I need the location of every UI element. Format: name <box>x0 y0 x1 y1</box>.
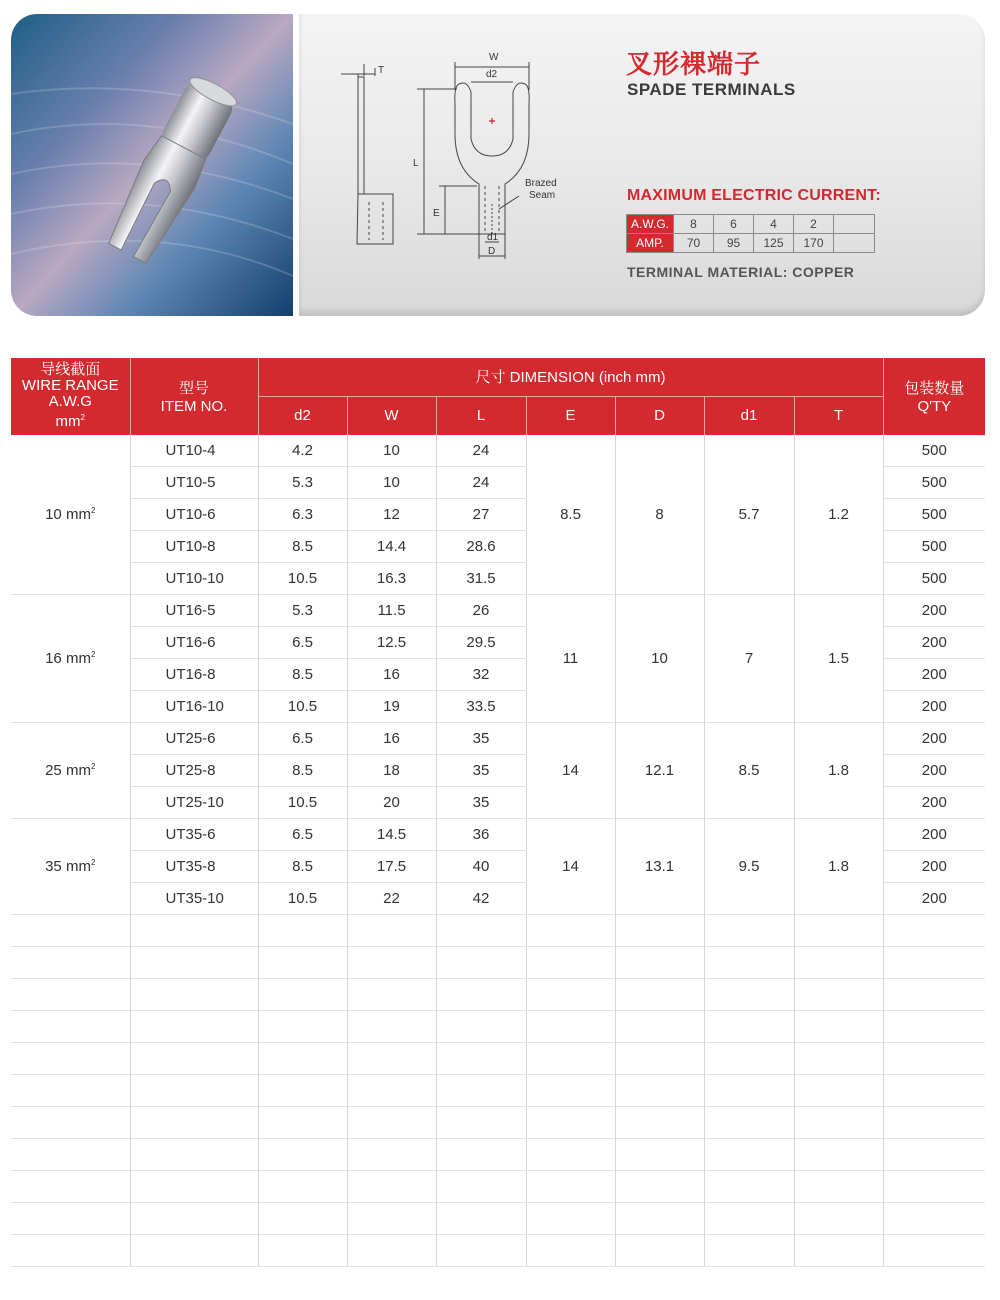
label-E: E <box>433 208 440 219</box>
empty-cell <box>130 1138 258 1170</box>
empty-cell <box>258 946 347 978</box>
l-cell: 32 <box>436 658 526 690</box>
empty-cell <box>347 978 436 1010</box>
empty-cell <box>130 1106 258 1138</box>
empty-row <box>11 1170 985 1202</box>
d2-cell: 5.3 <box>258 594 347 626</box>
table-row <box>11 594 985 626</box>
d-cell: 10 <box>615 594 704 722</box>
empty-cell <box>11 914 130 946</box>
spec-table <box>11 358 985 1267</box>
label-L: L <box>413 158 419 169</box>
table-row <box>11 435 985 467</box>
empty-cell <box>347 914 436 946</box>
empty-cell <box>347 1202 436 1234</box>
empty-cell <box>526 1074 615 1106</box>
empty-cell <box>794 1202 883 1234</box>
w-cell: 14.4 <box>347 530 436 562</box>
empty-cell <box>615 1074 704 1106</box>
l-cell: 26 <box>436 594 526 626</box>
empty-cell <box>347 946 436 978</box>
empty-cell <box>130 1074 258 1106</box>
item-no-cell: UT25-10 <box>130 786 258 818</box>
l-cell: 24 <box>436 466 526 498</box>
empty-cell <box>615 1010 704 1042</box>
qty-cell: 500 <box>883 498 985 530</box>
d1-cell: 8.5 <box>704 722 794 818</box>
empty-cell <box>436 1170 526 1202</box>
label-W: W <box>489 52 499 63</box>
d2-cell: 8.5 <box>258 658 347 690</box>
item-no-cell: UT35-10 <box>130 882 258 914</box>
col-E: E <box>526 396 615 435</box>
l-cell: 35 <box>436 786 526 818</box>
d2-cell: 8.5 <box>258 530 347 562</box>
empty-cell <box>436 1010 526 1042</box>
empty-cell <box>704 1170 794 1202</box>
empty-cell <box>11 1234 130 1266</box>
d-cell: 13.1 <box>615 818 704 914</box>
empty-row <box>11 1074 985 1106</box>
item-no-cell: UT10-10 <box>130 562 258 594</box>
qty-cell: 500 <box>883 435 985 467</box>
awg-value: 2 <box>794 215 834 234</box>
empty-cell <box>11 1138 130 1170</box>
empty-cell <box>526 1202 615 1234</box>
empty-cell <box>11 1202 130 1234</box>
empty-cell <box>436 1106 526 1138</box>
t-cell: 1.8 <box>794 722 883 818</box>
empty-cell <box>436 914 526 946</box>
header-wire-range <box>11 358 130 435</box>
item-no-cell: UT16-6 <box>130 626 258 658</box>
wire-range-awg: A.W.G <box>48 393 92 411</box>
empty-cell <box>130 1234 258 1266</box>
empty-cell <box>130 914 258 946</box>
item-no-cell: UT35-8 <box>130 850 258 882</box>
product-info-banner <box>299 14 985 316</box>
w-cell: 12 <box>347 498 436 530</box>
w-cell: 16 <box>347 722 436 754</box>
empty-cell <box>883 1010 985 1042</box>
terminal-material: TERMINAL MATERIAL: COPPER <box>627 264 855 280</box>
item-no-cell: UT16-5 <box>130 594 258 626</box>
qty-en: Q'TY <box>917 398 952 416</box>
table-row <box>11 722 985 754</box>
qty-cell: 200 <box>883 690 985 722</box>
wire-range-cell <box>11 435 130 595</box>
empty-cell <box>258 1010 347 1042</box>
wire-range-mm: $mm^2$ <box>55 413 85 431</box>
empty-cell <box>258 1074 347 1106</box>
superscript-2: 2 <box>90 857 96 867</box>
empty-cell <box>347 1010 436 1042</box>
empty-row <box>11 1042 985 1074</box>
item-no-cell: UT10-5 <box>130 466 258 498</box>
awg-row <box>627 215 875 234</box>
empty-cell <box>834 234 875 253</box>
empty-cell <box>436 946 526 978</box>
empty-cell <box>436 1042 526 1074</box>
w-cell: 10 <box>347 466 436 498</box>
empty-cell <box>258 978 347 1010</box>
spec-table-body <box>11 435 985 1267</box>
d2-cell: 10.5 <box>258 882 347 914</box>
qty-cell: 200 <box>883 722 985 754</box>
empty-row <box>11 1138 985 1170</box>
empty-cell <box>258 1170 347 1202</box>
label-T: T <box>378 65 385 76</box>
col-d1: d1 <box>704 396 794 435</box>
item-en: ITEM NO. <box>160 398 228 416</box>
awg-label: A.W.G. <box>627 215 674 234</box>
wire-range-value: 10 mm <box>45 505 91 523</box>
empty-cell <box>11 1010 130 1042</box>
header-dimension: 尺寸 DIMENSION (inch mm) <box>258 358 883 396</box>
empty-row <box>11 946 985 978</box>
empty-cell <box>883 1074 985 1106</box>
t-cell: 1.2 <box>794 435 883 595</box>
qty-cell: 200 <box>883 658 985 690</box>
amp-value: 170 <box>794 234 834 253</box>
empty-cell <box>258 1106 347 1138</box>
w-cell: 16.3 <box>347 562 436 594</box>
empty-cell <box>794 1074 883 1106</box>
superscript-2: 2 <box>90 649 96 659</box>
empty-cell <box>704 1202 794 1234</box>
qty-cell: 200 <box>883 882 985 914</box>
awg-value: 8 <box>674 215 714 234</box>
d1-cell: 9.5 <box>704 818 794 914</box>
empty-cell <box>615 1138 704 1170</box>
empty-cell <box>347 1234 436 1266</box>
title-chinese: 叉形裸端子 <box>626 50 762 80</box>
l-cell: 42 <box>436 882 526 914</box>
empty-cell <box>794 1042 883 1074</box>
empty-cell <box>704 1042 794 1074</box>
empty-cell <box>436 1074 526 1106</box>
label-d2: d2 <box>486 69 498 80</box>
empty-cell <box>347 1106 436 1138</box>
current-table <box>626 214 875 253</box>
l-cell: 35 <box>436 754 526 786</box>
empty-cell <box>130 946 258 978</box>
table-row <box>11 818 985 850</box>
empty-cell <box>794 1234 883 1266</box>
e-cell: 14 <box>526 818 615 914</box>
empty-row <box>11 1010 985 1042</box>
empty-row <box>11 1234 985 1266</box>
col-D: D <box>615 396 704 435</box>
qty-cn: 包装数量 <box>904 380 965 398</box>
empty-cell <box>436 978 526 1010</box>
empty-cell <box>347 1042 436 1074</box>
empty-cell <box>794 1170 883 1202</box>
empty-cell <box>704 946 794 978</box>
e-cell: 8.5 <box>526 435 615 595</box>
empty-cell <box>883 1170 985 1202</box>
awg-value: 4 <box>754 215 794 234</box>
d2-cell: 6.5 <box>258 722 347 754</box>
empty-cell <box>615 1106 704 1138</box>
amp-label: AMP. <box>627 234 674 253</box>
empty-cell <box>883 1042 985 1074</box>
empty-cell <box>704 978 794 1010</box>
empty-cell <box>704 1138 794 1170</box>
empty-cell <box>794 914 883 946</box>
item-no-cell: UT10-8 <box>130 530 258 562</box>
w-cell: 10 <box>347 435 436 467</box>
empty-cell <box>883 978 985 1010</box>
empty-cell <box>794 1138 883 1170</box>
empty-cell <box>615 1234 704 1266</box>
d2-cell: 10.5 <box>258 786 347 818</box>
w-cell: 20 <box>347 786 436 818</box>
empty-cell <box>615 1042 704 1074</box>
awg-value: 6 <box>714 215 754 234</box>
empty-cell <box>347 1074 436 1106</box>
w-cell: 22 <box>347 882 436 914</box>
w-cell: 19 <box>347 690 436 722</box>
empty-cell <box>347 1138 436 1170</box>
empty-cell <box>130 1042 258 1074</box>
w-cell: 14.5 <box>347 818 436 850</box>
l-cell: 40 <box>436 850 526 882</box>
empty-cell <box>11 1106 130 1138</box>
product-photo <box>11 14 293 316</box>
empty-cell <box>704 1106 794 1138</box>
l-cell: 36 <box>436 818 526 850</box>
empty-cell <box>526 1010 615 1042</box>
t-cell: 1.8 <box>794 818 883 914</box>
item-no-cell: UT25-6 <box>130 722 258 754</box>
e-cell: 14 <box>526 722 615 818</box>
col-W: W <box>347 396 436 435</box>
qty-cell: 500 <box>883 466 985 498</box>
empty-row <box>11 914 985 946</box>
d2-cell: 8.5 <box>258 850 347 882</box>
empty-cell <box>130 1170 258 1202</box>
empty-cell <box>794 946 883 978</box>
header-item-no <box>130 358 258 435</box>
empty-cell <box>347 1170 436 1202</box>
amp-value: 125 <box>754 234 794 253</box>
dimension-diagram <box>329 44 589 274</box>
empty-cell <box>615 946 704 978</box>
empty-cell <box>794 1106 883 1138</box>
d1-cell: 5.7 <box>704 435 794 595</box>
l-cell: 35 <box>436 722 526 754</box>
l-cell: 31.5 <box>436 562 526 594</box>
spade-terminal-photo <box>11 14 293 316</box>
superscript-2: 2 <box>90 505 96 515</box>
wire-range-cell <box>11 594 130 722</box>
empty-cell <box>704 914 794 946</box>
item-no-cell: UT16-10 <box>130 690 258 722</box>
empty-row <box>11 1202 985 1234</box>
empty-cell <box>11 1170 130 1202</box>
d-cell: 8 <box>615 435 704 595</box>
empty-cell <box>526 1170 615 1202</box>
l-cell: 24 <box>436 435 526 467</box>
empty-cell <box>526 946 615 978</box>
col-d2: d2 <box>258 396 347 435</box>
wire-range-en: WIRE RANGE <box>21 377 119 395</box>
item-no-cell: UT25-8 <box>130 754 258 786</box>
empty-cell <box>526 1042 615 1074</box>
empty-cell <box>883 1106 985 1138</box>
empty-cell <box>258 1234 347 1266</box>
empty-cell <box>704 1074 794 1106</box>
empty-cell <box>258 1138 347 1170</box>
empty-cell <box>883 946 985 978</box>
superscript-2: 2 <box>90 761 96 771</box>
item-no-cell: UT10-4 <box>130 435 258 467</box>
w-cell: 18 <box>347 754 436 786</box>
item-no-cell: UT16-8 <box>130 658 258 690</box>
qty-cell: 200 <box>883 818 985 850</box>
amp-value: 70 <box>674 234 714 253</box>
d2-cell: 5.3 <box>258 466 347 498</box>
empty-cell <box>436 1138 526 1170</box>
qty-cell: 200 <box>883 594 985 626</box>
empty-cell <box>794 1010 883 1042</box>
empty-row <box>11 1106 985 1138</box>
label-seam: Seam <box>529 190 556 201</box>
empty-cell <box>11 1074 130 1106</box>
qty-cell: 500 <box>883 530 985 562</box>
title-english: SPADE TERMINALS <box>627 80 796 99</box>
item-no-cell: UT35-6 <box>130 818 258 850</box>
d1-cell: 7 <box>704 594 794 722</box>
l-cell: 28.6 <box>436 530 526 562</box>
d-cell: 12.1 <box>615 722 704 818</box>
empty-cell <box>436 1234 526 1266</box>
empty-cell <box>526 1138 615 1170</box>
empty-cell <box>526 1106 615 1138</box>
l-cell: 27 <box>436 498 526 530</box>
empty-cell <box>794 978 883 1010</box>
current-title: MAXIMUM ELECTRIC CURRENT: <box>627 187 881 204</box>
qty-cell: 200 <box>883 754 985 786</box>
empty-cell <box>130 1202 258 1234</box>
empty-cell <box>11 1042 130 1074</box>
wire-range-cn: 导线截面 <box>40 361 101 379</box>
item-cn: 型号 <box>178 380 209 398</box>
label-D: D <box>488 246 496 257</box>
amp-row <box>627 234 875 253</box>
empty-cell <box>526 978 615 1010</box>
empty-cell <box>883 1234 985 1266</box>
empty-cell <box>11 978 130 1010</box>
d2-cell: 10.5 <box>258 562 347 594</box>
empty-cell <box>883 1202 985 1234</box>
item-no-cell: UT10-6 <box>130 498 258 530</box>
d2-cell: 8.5 <box>258 754 347 786</box>
wire-range-cell <box>11 818 130 914</box>
t-cell: 1.5 <box>794 594 883 722</box>
l-cell: 33.5 <box>436 690 526 722</box>
empty-cell <box>704 1234 794 1266</box>
qty-cell: 200 <box>883 626 985 658</box>
d2-cell: 6.3 <box>258 498 347 530</box>
d2-cell: 6.5 <box>258 818 347 850</box>
wire-range-value: 35 mm <box>45 857 91 875</box>
empty-cell <box>615 1202 704 1234</box>
qty-cell: 200 <box>883 786 985 818</box>
amp-value: 95 <box>714 234 754 253</box>
col-L: L <box>436 396 526 435</box>
label-brazed: Brazed <box>525 178 557 189</box>
w-cell: 11.5 <box>347 594 436 626</box>
empty-cell <box>615 978 704 1010</box>
qty-cell: 200 <box>883 850 985 882</box>
empty-row <box>11 978 985 1010</box>
label-d1: d1 <box>487 232 499 243</box>
w-cell: 16 <box>347 658 436 690</box>
wire-range-cell <box>11 722 130 818</box>
empty-cell <box>436 1202 526 1234</box>
empty-cell <box>615 1170 704 1202</box>
empty-cell <box>11 946 130 978</box>
wire-range-value: 25 mm <box>45 761 91 779</box>
empty-cell <box>130 1010 258 1042</box>
empty-cell <box>883 914 985 946</box>
empty-cell <box>258 1202 347 1234</box>
empty-cell <box>526 914 615 946</box>
empty-cell <box>258 1042 347 1074</box>
col-T: T <box>794 396 883 435</box>
d2-cell: 10.5 <box>258 690 347 722</box>
empty-cell <box>130 978 258 1010</box>
qty-cell: 500 <box>883 562 985 594</box>
empty-cell <box>258 914 347 946</box>
empty-cell <box>704 1010 794 1042</box>
w-cell: 17.5 <box>347 850 436 882</box>
l-cell: 29.5 <box>436 626 526 658</box>
wire-range-value: 16 mm <box>45 649 91 667</box>
d2-cell: 6.5 <box>258 626 347 658</box>
e-cell: 11 <box>526 594 615 722</box>
empty-cell <box>615 914 704 946</box>
header-qty <box>883 358 985 435</box>
empty-cell <box>834 215 875 234</box>
empty-cell <box>883 1138 985 1170</box>
w-cell: 12.5 <box>347 626 436 658</box>
empty-cell <box>526 1234 615 1266</box>
d2-cell: 4.2 <box>258 435 347 467</box>
